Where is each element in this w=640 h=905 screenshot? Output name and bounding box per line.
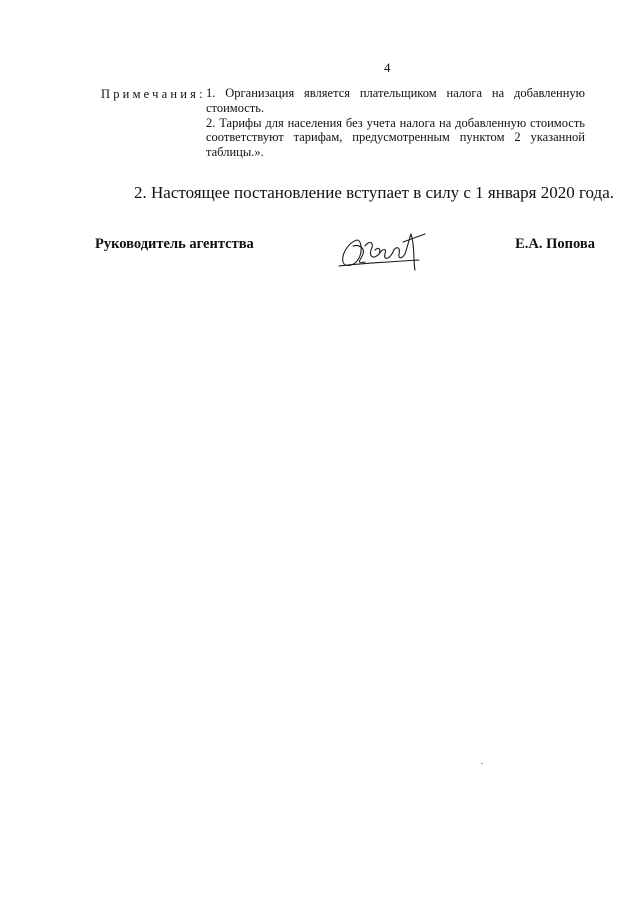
notes-list [206, 86, 585, 160]
page-number: 4 [384, 60, 391, 75]
scan-artifact [481, 763, 483, 764]
handwritten-signature [335, 226, 427, 274]
signature-block [95, 226, 595, 276]
signatory-name: Е.А. Попова [515, 236, 595, 252]
note-2-line-2: соответствуют тарифам, предусмотренным пунктом 2 указанной [206, 130, 585, 145]
signatory-title: Руководитель агентства [95, 236, 254, 252]
notes-label: Примечания: [101, 87, 206, 101]
note-2-line-3: таблицы.». [206, 145, 264, 160]
note-1-line-2: стоимость. [206, 100, 265, 115]
note-1-line-1: 1. Организация является плательщиком налога на добавленную [206, 86, 585, 100]
note-2-line-1: 2. Тарифы для населения без учета налога на добавленную стоимость [206, 115, 585, 130]
effective-date-clause: 2. Настоящее постановление вступает в силу с 1 января 2020 года. [134, 183, 615, 202]
notes-block [101, 86, 585, 160]
